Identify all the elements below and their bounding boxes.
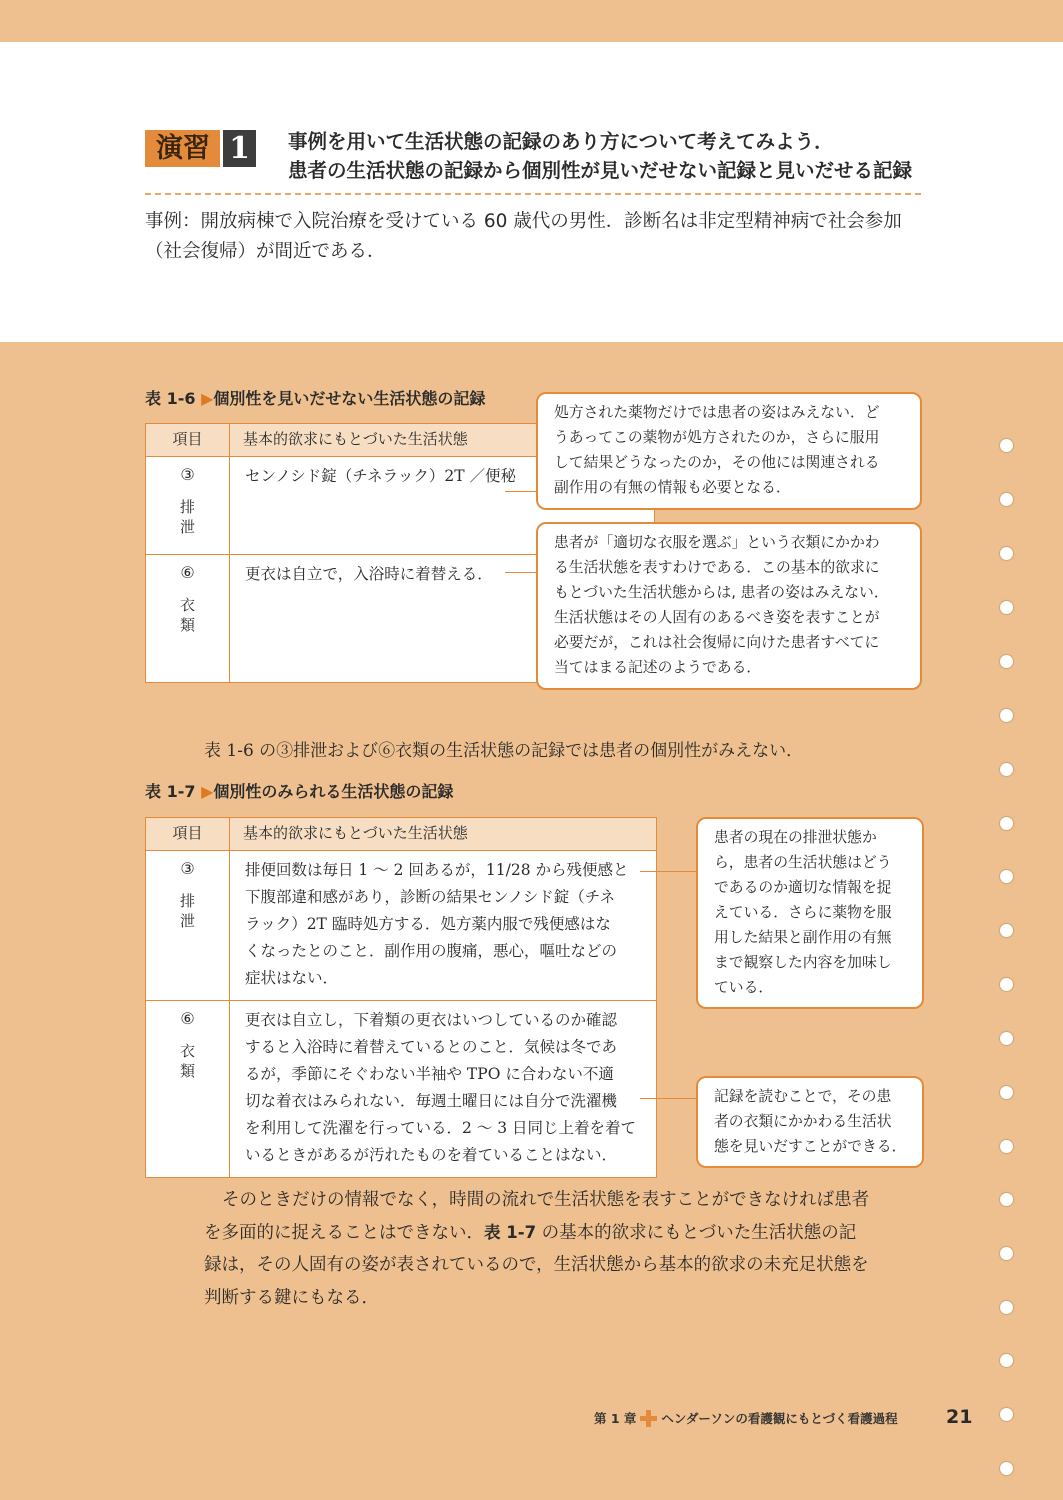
summary-sentence: 表 1-6 の③排泄および⑥衣類の生活状態の記録では患者の個別性がみえない． [204, 741, 804, 761]
header-item: 項目 [146, 818, 230, 851]
binder-hole [1000, 655, 1013, 668]
binder-hole [1000, 978, 1013, 991]
callout-line: 必要だが，これは社会復帰に向けた患者すべてに [554, 634, 880, 651]
table-1-7-caption [145, 779, 453, 802]
binder-hole [1000, 1408, 1013, 1421]
callout-note [536, 522, 922, 690]
callout-line: ら，患者の生活状態はどう [714, 854, 892, 871]
binder-hole [1000, 439, 1013, 452]
exercise-title-line: 事例を用いて生活状態の記録のあり方について考えてみよう． [288, 130, 834, 153]
paragraph-line [204, 1217, 926, 1250]
case-description [145, 207, 935, 267]
body-line: くなったとのこと．副作用の腹痛，悪心，嘔吐などの [245, 942, 618, 960]
callout-line: して結果どうなったのか，その他には関連される [554, 454, 880, 471]
paragraph-line: 録は，その人固有の姿が表されているので，生活状態から基本的欲求の未充足状態を [204, 1255, 869, 1275]
leader-line [505, 572, 537, 573]
caption-number: 表 1-7 [145, 782, 196, 801]
row-body: 更衣は自立で，入浴時に着替える． [230, 555, 655, 683]
caption-title: 個別性を見いだせない生活状態の記録 [213, 389, 486, 408]
top-band [0, 0, 1063, 42]
paragraph-line: そのときだけの情報でなく，時間の流れで生活状態を表すことができなければ患者 [222, 1190, 870, 1210]
triangle-icon: ▶ [201, 389, 214, 408]
table-header-row [146, 818, 657, 851]
closing-paragraph [204, 1184, 926, 1314]
exercise-badge-number: 1 [223, 130, 256, 167]
binder-hole [1000, 1301, 1013, 1314]
dashed-divider [145, 193, 921, 195]
callout-line: えている．さらに薬物を服 [714, 904, 892, 921]
paragraph-segment: を多面的に捉えることはできない． [204, 1222, 484, 1243]
chapter-title: ヘンダーソンの看護観にもとづく看護過程 [661, 1411, 898, 1426]
item-char: 泄 [179, 518, 195, 536]
item-number: ⑥ [180, 1009, 195, 1028]
callout-line: 記録を読むことで，その患 [714, 1088, 892, 1105]
plus-cross-icon [640, 1410, 657, 1427]
item-number: ③ [180, 859, 195, 878]
callout-line: 生活状態はその人固有のあるべき姿を表すことが [554, 609, 880, 626]
item-char: 排 [179, 892, 195, 910]
item-char: 類 [179, 616, 195, 634]
body-line: 下腹部違和感があり，診断の結果センノシド錠（チネ [245, 888, 616, 906]
body-line: ラック）2T 臨時処方する．処方薬内服で残便感はな [245, 915, 611, 933]
exercise-badge [145, 130, 256, 167]
item-char: 衣 [179, 1042, 195, 1060]
body-line: いるときがあるが汚れたものを着ていることはない． [245, 1146, 618, 1164]
callout-line: であるのか適切な情報を捉 [714, 879, 892, 896]
binder-hole [1000, 1140, 1013, 1153]
table-reference: 表 1-7 [484, 1222, 537, 1242]
binder-hole [1000, 1247, 1013, 1260]
callout-line: る生活状態を表すわけである．この基本的欲求に [554, 559, 880, 576]
row-item [146, 1001, 230, 1178]
callout-line: うあってこの薬物が処方されたのか，さらに服用 [554, 429, 880, 446]
row-item [146, 555, 230, 683]
callout-line: 副作用の有無の情報も必要となる． [554, 479, 791, 496]
callout-line: 者の衣類にかかわる生活状 [714, 1113, 892, 1130]
body-line: るが，季節にそぐわない半袖や TPO に合わない不適 [245, 1065, 614, 1083]
leader-line [505, 491, 537, 492]
binder-hole [1000, 601, 1013, 614]
binder-hole [1000, 547, 1013, 560]
exercise-title [288, 127, 912, 185]
callout-line: ている． [714, 979, 774, 996]
header-item: 項目 [146, 424, 230, 457]
header-body: 基本的欲求にもとづいた生活状態 [230, 424, 655, 457]
body-line: 症状はない． [245, 969, 339, 987]
callout-line: 患者の現在の排泄状態か [714, 829, 877, 846]
row-body: センノシド錠（チネラック）2T ／便秘 [230, 457, 655, 555]
binder-hole [1000, 1032, 1013, 1045]
callout-note [696, 1076, 924, 1168]
binder-hole [1000, 1193, 1013, 1206]
callout-line: まで観察した内容を加味し [714, 954, 892, 971]
table-row [146, 851, 657, 1001]
callout-line: 当てはまる記述のようである． [554, 659, 762, 676]
item-char: 泄 [179, 912, 195, 930]
page-number: 21 [946, 1406, 973, 1428]
callout-line: 用した結果と副作用の有無 [714, 929, 892, 946]
row-item [146, 457, 230, 555]
row-body [230, 1001, 657, 1178]
running-footer [594, 1409, 898, 1427]
item-number: ③ [180, 465, 195, 484]
binder-hole [1000, 1354, 1013, 1367]
paragraph-segment: の基本的欲求にもとづいた生活状態の記 [536, 1222, 857, 1243]
header-body: 基本的欲求にもとづいた生活状態 [230, 818, 657, 851]
callout-line: 態を見いだすことができる． [714, 1138, 907, 1155]
caption-title: 個別性のみられる生活状態の記録 [213, 782, 454, 801]
exercise-badge-word: 演習 [145, 130, 220, 167]
body-line: を利用して洗濯を行っている．2 〜 3 日同じ上着を着て [245, 1119, 637, 1137]
item-number: ⑥ [180, 563, 195, 582]
item-char: 衣 [179, 596, 195, 614]
callout-note [536, 392, 922, 510]
exercise-title-line: 患者の生活状態の記録から個別性が見いだせない記録と見いだせる記録 [288, 159, 913, 182]
table-row [146, 1001, 657, 1178]
binder-hole [1000, 817, 1013, 830]
binder-hole [1000, 493, 1013, 506]
leader-line [640, 871, 697, 872]
row-item [146, 851, 230, 1001]
callout-line: もとづいた生活状態からは, 患者の姿はみえない． [554, 584, 889, 601]
binder-hole [1000, 924, 1013, 937]
body-line: 排便回数は毎日 1 〜 2 回あるが，11/28 から残便感と [245, 861, 629, 879]
caption-number: 表 1-6 [145, 389, 196, 408]
triangle-icon: ▶ [201, 782, 214, 801]
binder-hole [1000, 763, 1013, 776]
item-char: 排 [179, 498, 195, 516]
binder-hole [1000, 1462, 1013, 1475]
body-line: すると入浴時に着替えているとのこと．気候は冬であ [245, 1038, 618, 1056]
callout-note [696, 817, 924, 1009]
leader-line [640, 1098, 697, 1099]
callout-line: 処方された薬物だけでは患者の姿はみえない．ど [554, 404, 880, 421]
row-body [230, 851, 657, 1001]
paragraph-line: 判断する鍵にもなる． [204, 1287, 379, 1308]
case-line: （社会復帰）が間近である． [145, 241, 386, 262]
binder-hole [1000, 709, 1013, 722]
callout-line: 患者が「適切な衣服を選ぶ」という衣類にかかわ [554, 534, 880, 551]
body-line: 更衣は自立し，下着類の更衣はいつしているのか確認 [245, 1011, 618, 1029]
body-line: 切な着衣はみられない．毎週土曜日には自分で洗濯機 [245, 1092, 618, 1110]
case-line: 事例：開放病棟で入院治療を受けている 60 歳代の男性．診断名は非定型精神病で社会参加 [145, 211, 902, 232]
binder-hole [1000, 1086, 1013, 1099]
binder-hole [1000, 870, 1013, 883]
chapter-label: 第 1 章 [594, 1411, 637, 1426]
item-char: 類 [179, 1062, 195, 1080]
table-1-6-caption [145, 386, 485, 409]
table-1-7 [145, 817, 657, 1178]
